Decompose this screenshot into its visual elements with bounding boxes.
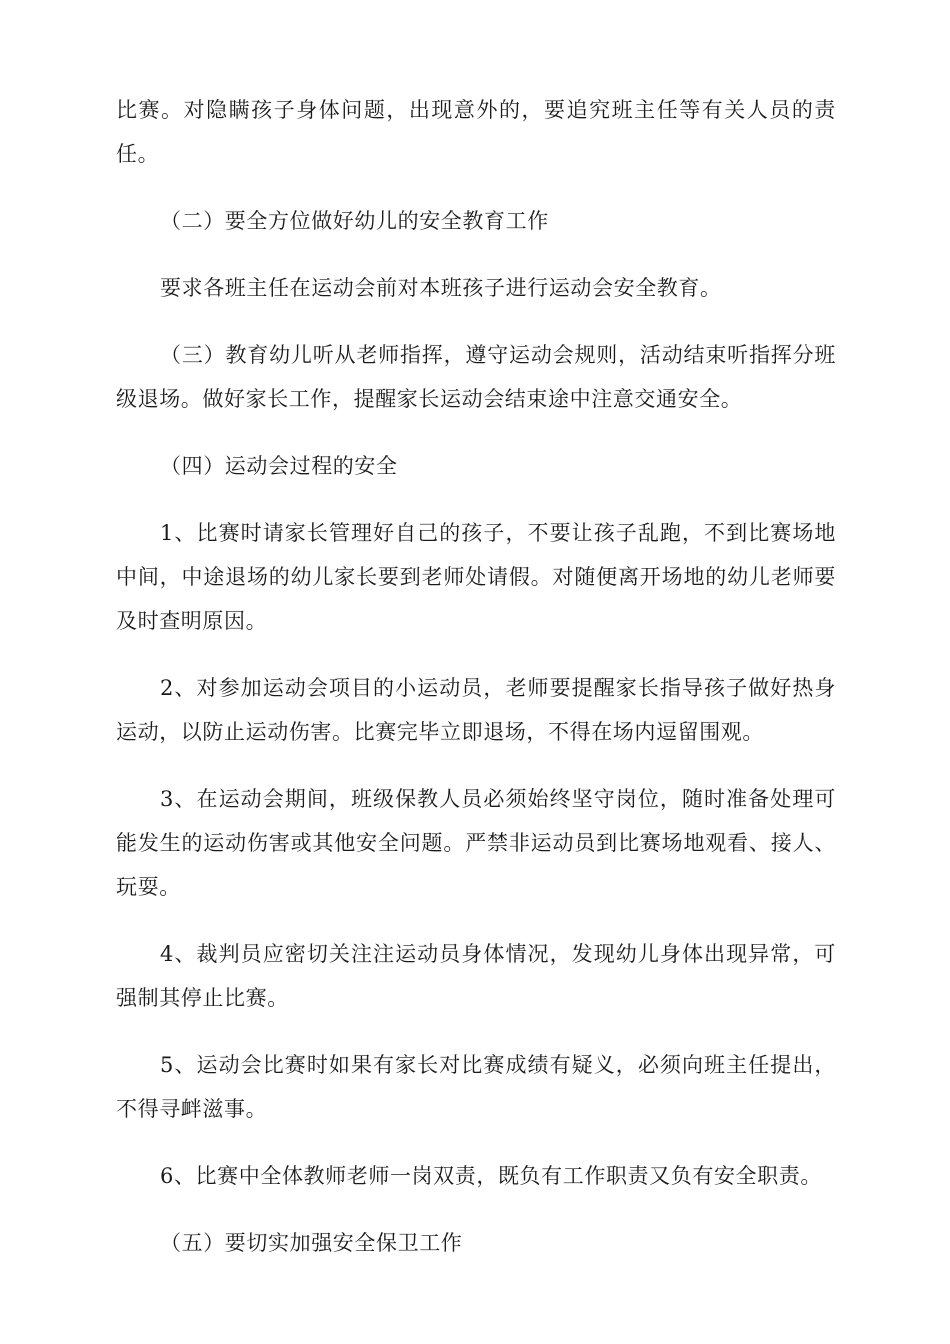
paragraph: 比赛。对隐瞒孩子身体问题，出现意外的，要追究班主任等有关人员的责任。 [116, 98, 836, 166]
section-heading: （五）要切实加强安全保卫工作 [160, 1231, 463, 1255]
list-item: 1、比赛时请家长管理好自己的孩子，不要让孩子乱跑，不到比赛场地中间，中途退场的幼儿家长要到老师处请假。对随便离开场地的幼儿老师要及时查明原因。 [116, 521, 836, 633]
list-item: 6、比赛中全体教师老师一岗双责，既负有工作职责又负有安全职责。 [160, 1164, 822, 1188]
list-item: 2、对参加运动会项目的小运动员，老师要提醒家长指导孩子做好热身运动，以防止运动伤害。比赛完毕立即退场，不得在场内逗留围观。 [116, 676, 836, 744]
section-heading: （四）运动会过程的安全 [160, 454, 398, 478]
list-item: 4、裁判员应密切关注注运动员身体情况，发现幼儿身体出现异常，可强制其停止比赛。 [116, 942, 836, 1010]
paragraph: 要求各班主任在运动会前对本班孩子进行运动会安全教育。 [160, 276, 722, 300]
list-item: 5、运动会比赛时如果有家长对比赛成绩有疑义，必须向班主任提出，不得寻衅滋事。 [116, 1053, 836, 1121]
section-heading: （三）教育幼儿听从老师指挥，遵守运动会规则，活动结束听指挥分班级退场。做好家长工作，提醒家长运动会结束途中注意交通安全。 [116, 343, 836, 411]
list-item: 3、在运动会期间，班级保教人员必须始终坚守岗位，随时准备处理可能发生的运动伤害或其他安全问题。严禁非运动员到比赛场地观看、接人、玩耍。 [116, 787, 836, 899]
document-body [116, 88, 836, 1288]
section-heading: （二）要全方位做好幼儿的安全教育工作 [160, 209, 549, 233]
